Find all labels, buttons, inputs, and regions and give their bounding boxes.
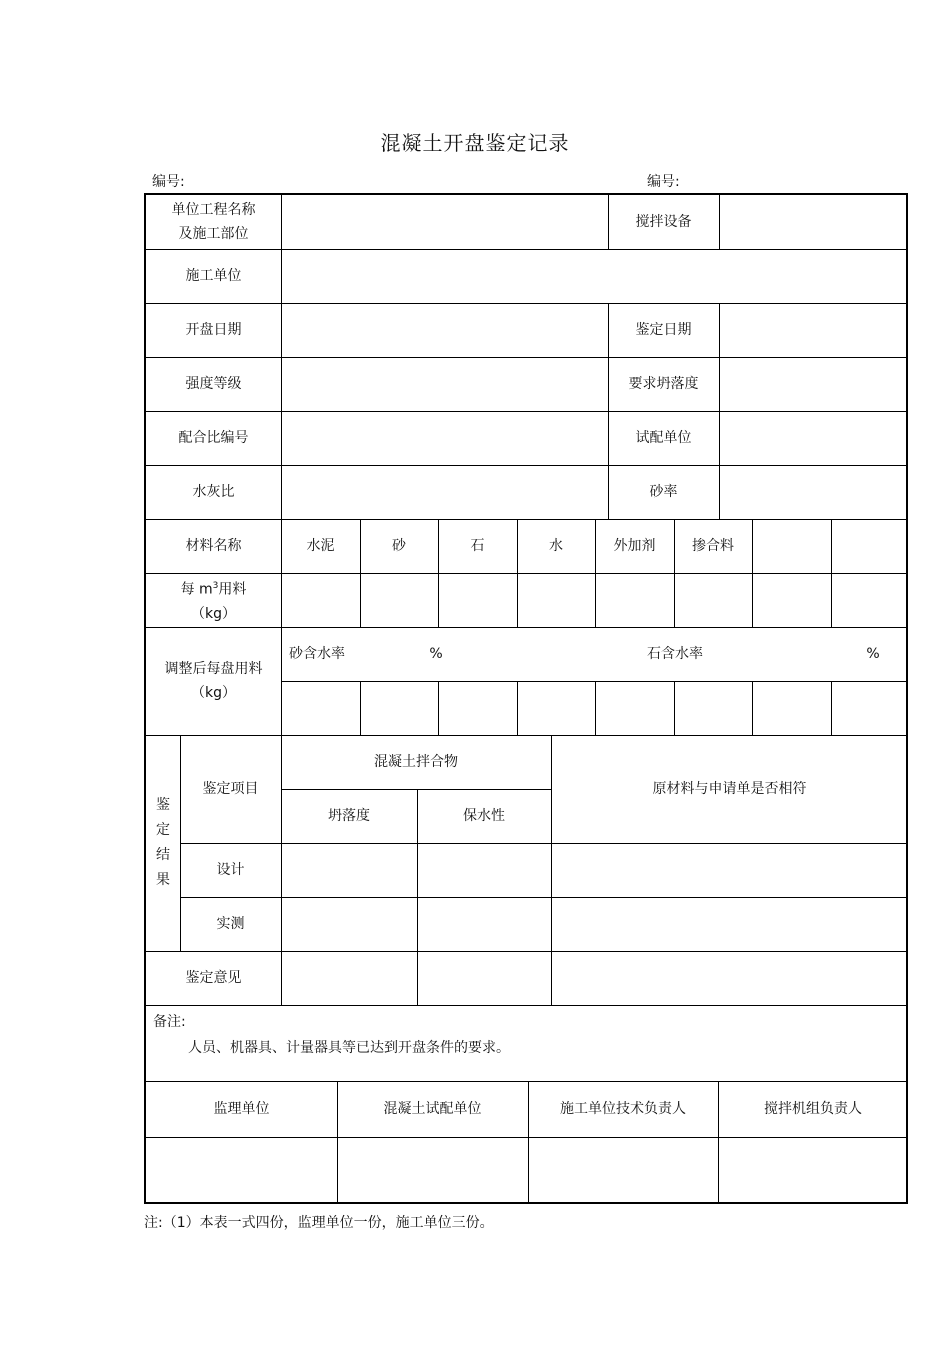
remarks-text: 人员、机器具、计量器具等已达到开盘条件的要求。: [188, 1040, 510, 1056]
mixture-label: 混凝土拌合物: [374, 754, 458, 770]
footnote: 注:（1）本表一式四份，监理单位一份，施工单位三份。: [144, 1215, 494, 1231]
signature-technical-lead: 施工单位技术负责人: [560, 1101, 686, 1117]
construction-unit-label: 施工单位: [185, 268, 242, 284]
slump-label: 坍落度: [328, 808, 370, 824]
appraisal-opinion-label: 鉴定意见: [185, 970, 242, 986]
material-blank-2[interactable]: [831, 519, 908, 573]
per-m3-label: [146, 573, 281, 627]
design-label: 设计: [216, 862, 245, 878]
adjusted-label: [146, 627, 281, 735]
strength-grade-field[interactable]: [281, 357, 608, 411]
start-date-label: 开盘日期: [185, 322, 242, 338]
material-sand: 砂: [392, 538, 406, 554]
measured-label: 实测: [216, 916, 245, 932]
remarks-label: 备注:: [153, 1014, 186, 1030]
signature-trial-mix-unit: 混凝土试配单位: [383, 1101, 482, 1117]
water-cement-ratio-field[interactable]: [281, 465, 608, 519]
material-admixture: 外加剂: [613, 538, 656, 554]
material-additive: 掺合料: [692, 538, 734, 554]
adjusted-label-unit: （kg）: [191, 685, 236, 701]
appraisal-item-label: 鉴定项目: [202, 781, 259, 797]
strength-grade-label: 强度等级: [185, 376, 242, 392]
stone-moisture-percent: %: [866, 646, 880, 662]
unit-project-value-field[interactable]: [281, 195, 608, 249]
material-stone: 石: [470, 538, 485, 554]
construction-unit-field[interactable]: [281, 249, 908, 303]
water-cement-ratio-label: 水灰比: [192, 484, 235, 500]
mixing-equipment-label: 搅拌设备: [635, 214, 692, 230]
appraisal-date-field[interactable]: [719, 303, 908, 357]
mix-ratio-no-field[interactable]: [281, 411, 608, 465]
vertical-char-2: 定: [156, 822, 170, 838]
mix-ratio-no-label: 配合比编号: [178, 430, 249, 446]
trial-mix-unit-label: 试配单位: [635, 430, 692, 446]
stone-moisture-label: 石含水率: [647, 646, 703, 662]
sand-moisture-percent: %: [429, 646, 443, 662]
per-m3-suffix: 用料: [218, 581, 247, 598]
appraisal-date-label: 鉴定日期: [635, 322, 692, 338]
sand-ratio-field[interactable]: [719, 465, 908, 519]
per-m3-line1: [181, 574, 247, 602]
water-retention-label: 保水性: [463, 808, 505, 824]
trial-mix-unit-field[interactable]: [719, 411, 908, 465]
required-slump-field[interactable]: [719, 357, 908, 411]
material-water: 水: [549, 538, 563, 554]
vertical-char-3: 结: [156, 847, 170, 863]
sand-ratio-label: 砂率: [649, 484, 678, 500]
required-slump-label: 要求坍落度: [628, 376, 699, 392]
record-form-table: [144, 193, 908, 1204]
adjusted-label-text: 调整后每盘用料: [164, 661, 263, 677]
unit-project-label: [146, 195, 281, 249]
sand-moisture-label: 砂含水率: [289, 646, 345, 662]
start-date-field[interactable]: [281, 303, 608, 357]
page-title: 混凝土开盘鉴定记录: [380, 131, 570, 155]
per-m3-unit: （kg）: [191, 605, 236, 622]
unit-project-label-line1: 单位工程名称: [171, 202, 256, 218]
material-cement: 水泥: [306, 538, 335, 554]
number-label-left: 编号:: [152, 174, 185, 190]
signature-supervision-unit: 监理单位: [213, 1101, 270, 1117]
vertical-char-4: 果: [156, 872, 170, 888]
per-m3-prefix: 每 m: [180, 581, 213, 598]
appraisal-result-vertical-label: [146, 735, 180, 951]
per-m3-sup: 3: [212, 581, 219, 592]
mixing-equipment-field[interactable]: [719, 195, 908, 249]
material-match-label: 原材料与申请单是否相符: [652, 781, 807, 797]
number-label-right: 编号:: [647, 174, 680, 190]
signature-mixer-crew-lead: 搅拌机组负责人: [764, 1101, 862, 1117]
unit-project-label-line2: 及施工部位: [178, 226, 249, 242]
material-blank-1[interactable]: [752, 519, 831, 573]
vertical-char-1: 鉴: [156, 797, 170, 813]
material-name-label: 材料名称: [185, 538, 242, 554]
